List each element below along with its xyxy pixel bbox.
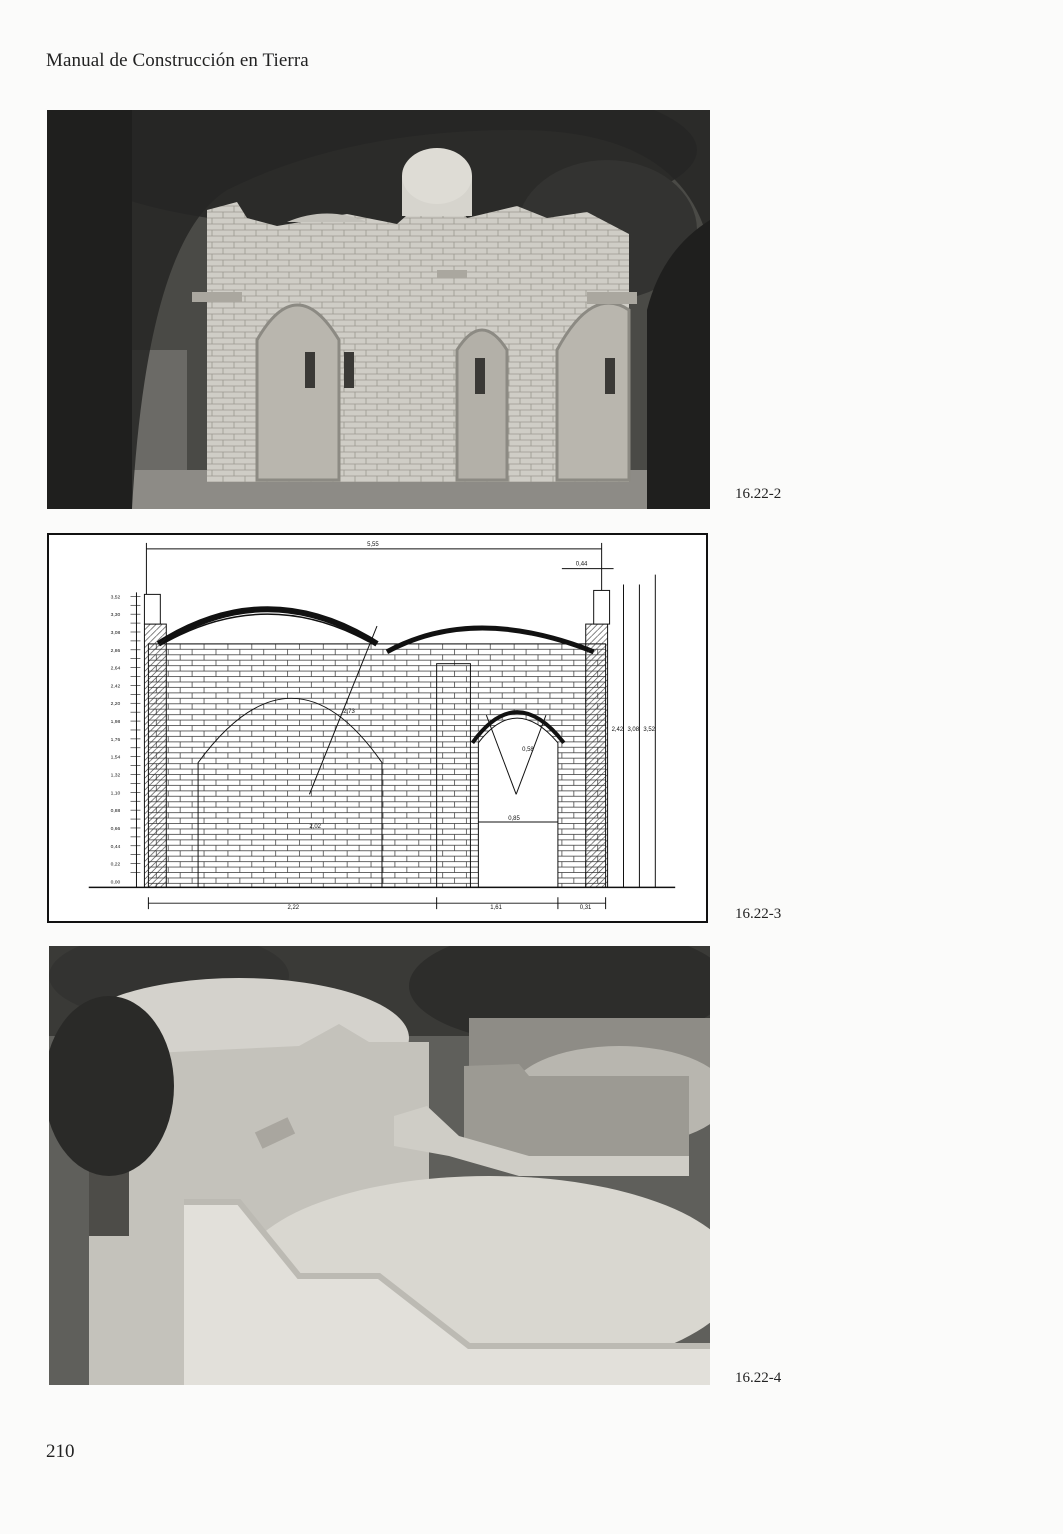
elevation-drawing — [47, 533, 708, 923]
level-mark: 1,32 — [110, 773, 121, 779]
level-mark: 3,52 — [110, 595, 121, 601]
dim-left-bay: 2,22 — [287, 905, 300, 912]
level-mark: 0,66 — [110, 826, 121, 832]
running-title: Manual de Construcción en Tierra — [46, 50, 309, 71]
dim-large-radius: 2,73 — [343, 709, 355, 716]
level-mark: 1,98 — [110, 720, 121, 726]
level-mark: 0,00 — [110, 880, 121, 886]
dim-total-height: 3,52 — [643, 726, 655, 733]
level-mark: 0,22 — [110, 862, 121, 868]
dim-small-radius: 0,58 — [522, 746, 534, 753]
level-mark: 1,54 — [110, 755, 121, 761]
dim-right-bay: 1,61 — [490, 905, 502, 912]
photo-building-arches — [47, 110, 710, 509]
level-mark: 0,88 — [110, 809, 121, 815]
dim-parapet-width: 0,44 — [575, 561, 588, 568]
level-mark: 0,44 — [110, 844, 121, 850]
dim-pier: 0,31 — [579, 905, 592, 912]
level-mark: 2,64 — [110, 666, 121, 672]
level-mark: 2,86 — [110, 648, 121, 654]
dim-wall-height: 3,08 — [627, 726, 640, 733]
figure-caption: 16.22-4 — [735, 1370, 782, 1386]
dim-bay-label: 2,02 — [309, 823, 322, 830]
level-mark: 3,30 — [110, 613, 121, 619]
level-mark: 2,42 — [110, 684, 121, 690]
level-mark: 1,10 — [110, 791, 121, 797]
level-mark: 3,08 — [110, 630, 121, 636]
photo-domes-parapets — [49, 946, 710, 1385]
figure-caption: 16.22-2 — [735, 486, 782, 502]
dim-door-width: 0,85 — [508, 816, 520, 823]
figure-caption: 16.22-3 — [735, 906, 782, 922]
level-mark: 2,20 — [110, 702, 121, 708]
page-number: 210 — [46, 1441, 75, 1462]
dim-door-height: 2,42 — [611, 726, 624, 733]
dim-overall-width: 5,55 — [367, 541, 379, 548]
level-mark: 1,76 — [110, 737, 121, 743]
